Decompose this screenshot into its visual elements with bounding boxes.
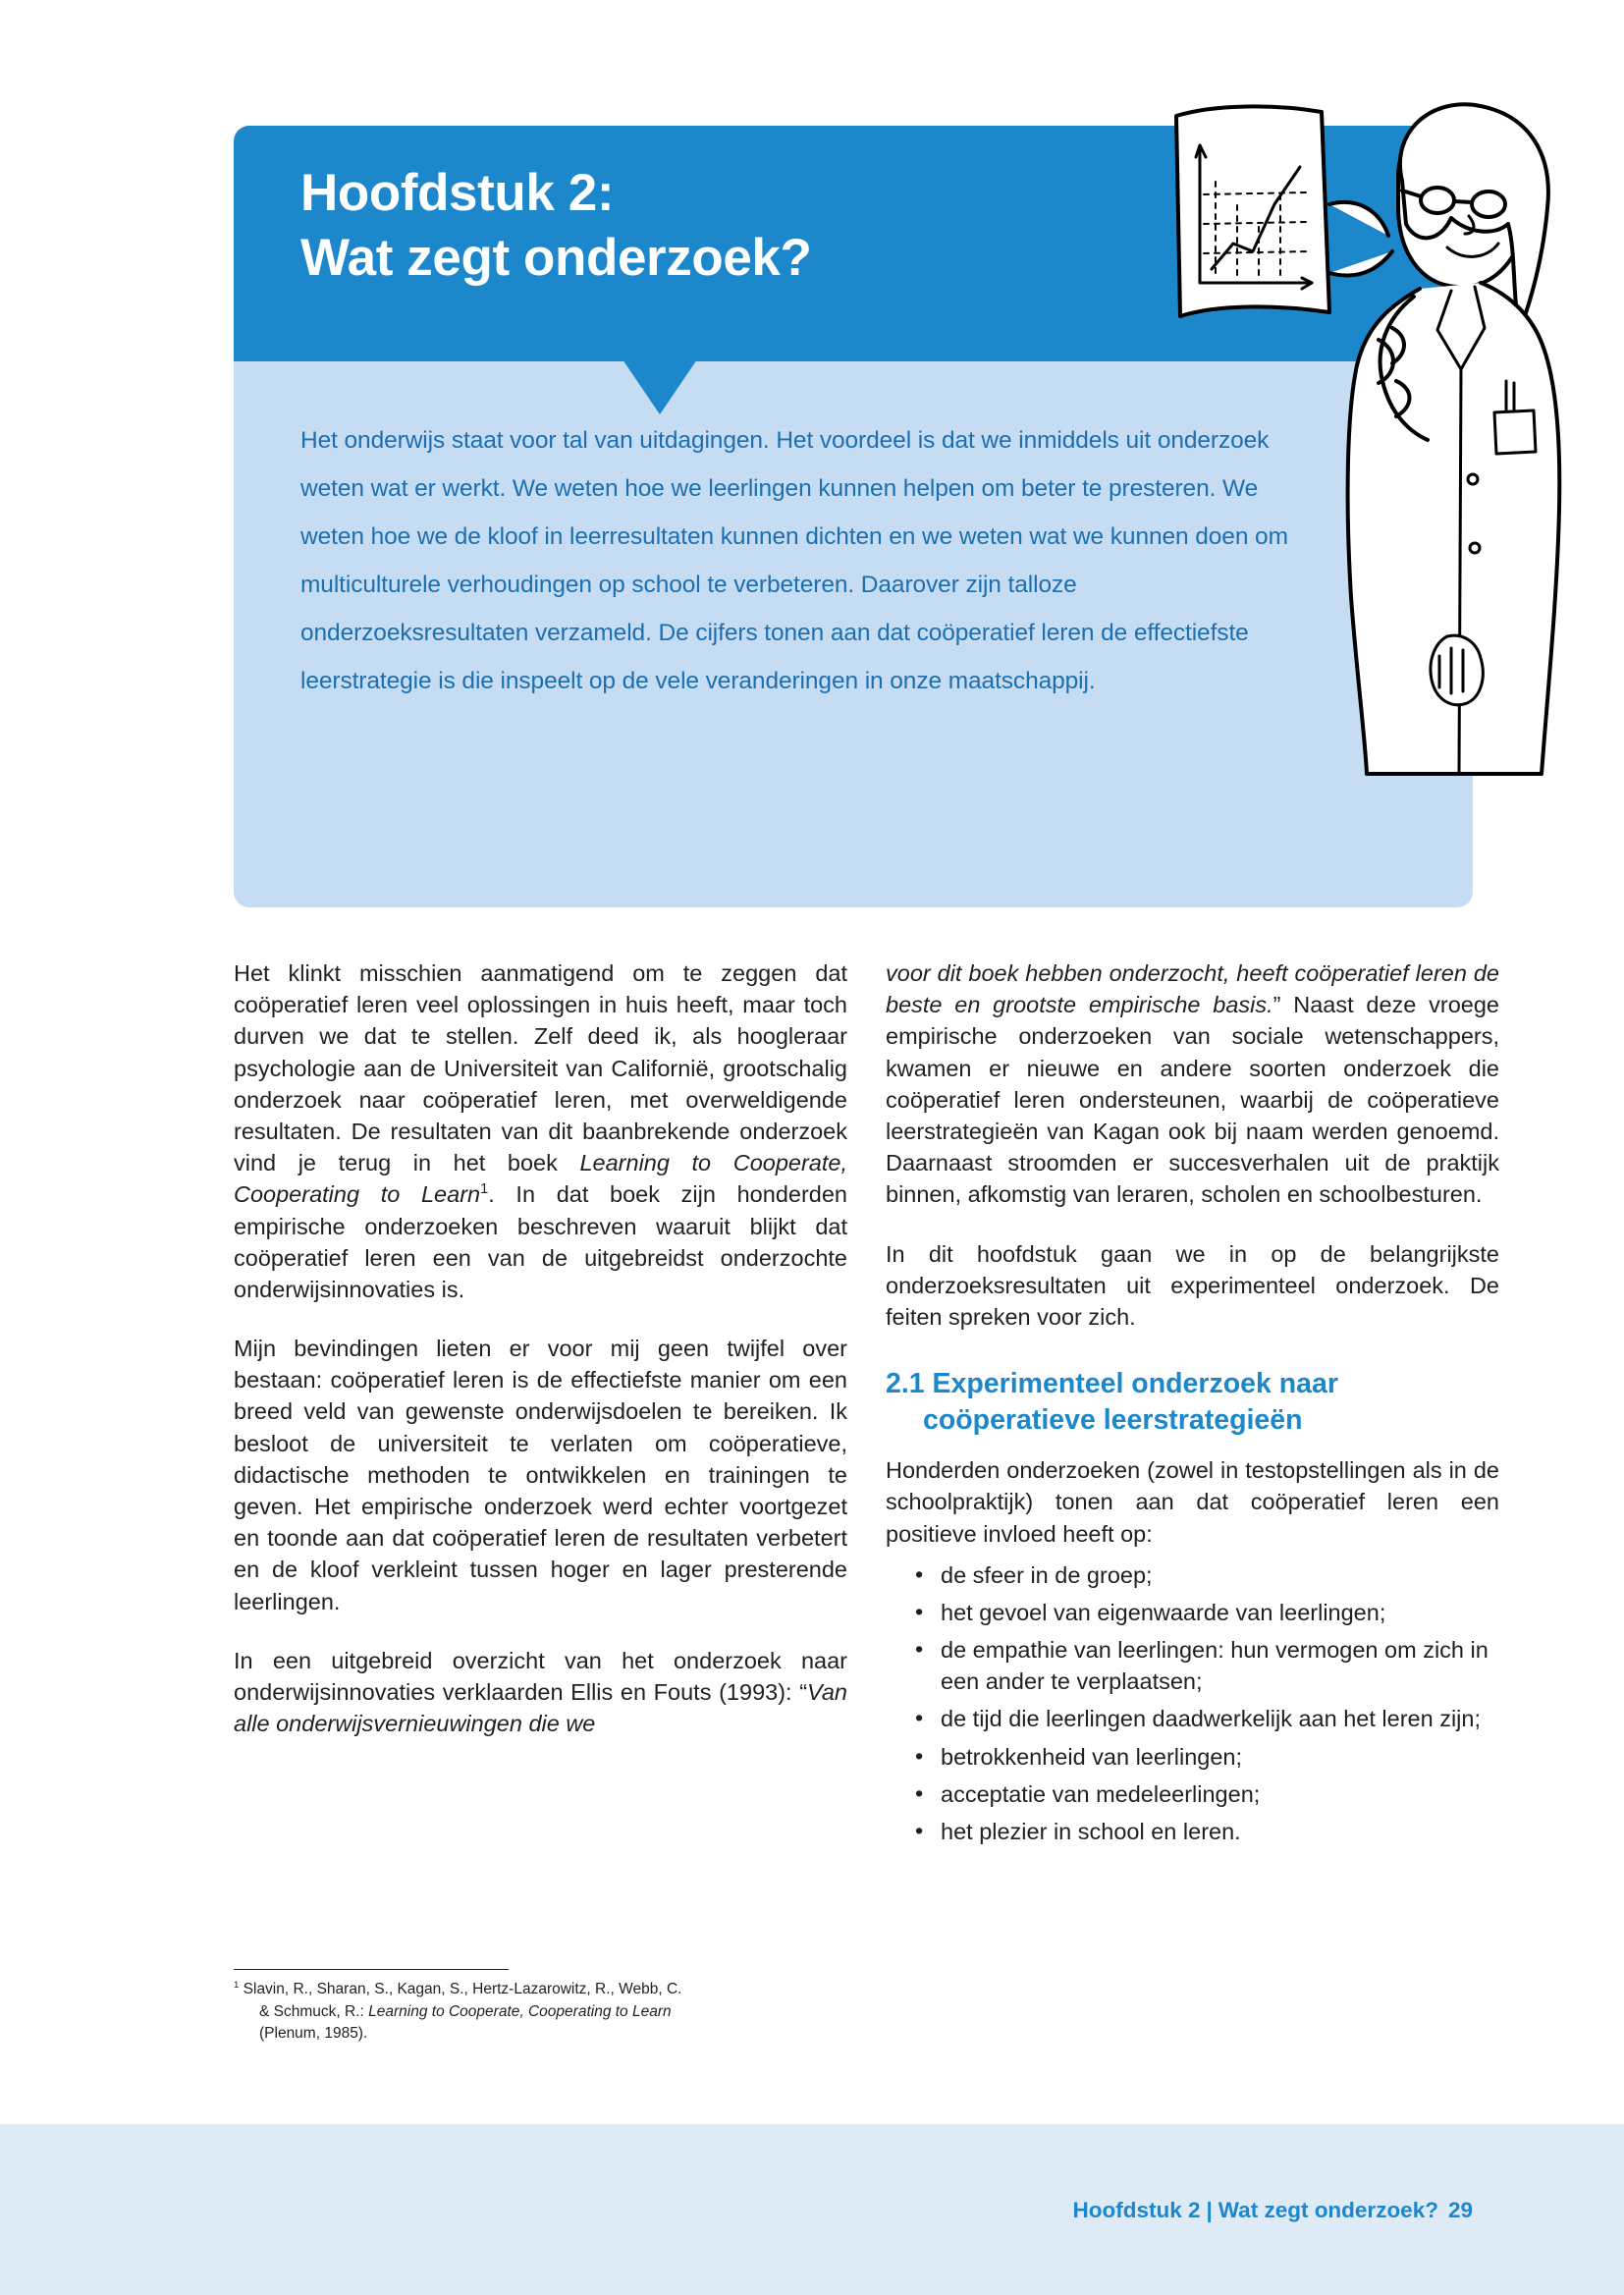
- footnote-line-1: [234, 1979, 847, 2001]
- chapter-label: Hoofdstuk 2:: [300, 164, 615, 222]
- paragraph-right-1-rest: ” Naast deze vroege empirische onderzoeken van sociale wetenschappers, kwamen er nieuwe en andere soorten onderzoek die coöperatief leren ondersteunen, waarbij de coöperatieve leerstrategieën van Kagan ook bij naam werden genoemd. Daarnaast stroomden er succesverhalen uit de praktijk binnen, afkomstig van leraren, scholen en schoolbesturen.: [886, 992, 1499, 1208]
- benefits-list: [886, 1559, 1499, 1848]
- footnote-line-2: [234, 2001, 847, 2023]
- footer-chapter: Hoofdstuk 2: [1072, 2198, 1201, 2222]
- paragraph-left-1-b: . In dat boek zijn honderden empirische onderzoeken beschreven waaruit blijkt dat coöperatief leren een van de uitgebreidst onderzochte onderwijsinnovaties is.: [234, 1181, 847, 1302]
- footnote-marker-ref: 1: [480, 1181, 489, 1198]
- list-item: • de empathie van leerlingen: hun vermogen om zich in een ander te verplaatsen;: [886, 1634, 1499, 1697]
- section-heading-2-1: [886, 1366, 1499, 1439]
- page-footer: [1072, 2198, 1473, 2223]
- footnote-rule: [234, 1969, 509, 1970]
- paragraph-left-2: Mijn bevindingen lieten er voor mij geen twijfel over bestaan: coöperatief leren is de effectiefste manier om een breed veld van gewenste onderwijsdoelen te bereiken. Ik besloot de universiteit te verlaten om coöperatieve, didactische methoden te ontwikkelen en trainingen te geven. Het empirische onderzoek werd echter voortgezet en toonde aan dat coöperatief leren de resultaten verbetert en de kloof verkleint tussen hoger en lager presterende leerlingen.: [234, 1336, 847, 1614]
- book-title-citation: Learning to Cooperate, Cooperating to Learn: [234, 1150, 847, 1208]
- list-item: • acceptatie van medeleerlingen;: [886, 1778, 1499, 1810]
- body-column-right: [886, 957, 1499, 1853]
- list-item: • het gevoel van eigenwaarde van leerlingen;: [886, 1597, 1499, 1628]
- footnote: [234, 1969, 847, 2046]
- chapter-hero: [234, 126, 1473, 907]
- paragraph-left-3-a: In een uitgebreid overzicht van het onderzoek naar onderwijsinnovaties verklaarden Ellis en Fouts (1993): “: [234, 1647, 847, 1705]
- footnote-line-3: (Plenum, 1985).: [259, 2025, 368, 2043]
- paragraph-right-3: Honderden onderzoeken (zowel in testopstellingen als in de schoolpraktijk) tonen aan dat coöperatief leren een positieve invloed heeft op:: [886, 1457, 1499, 1547]
- page-number: 29: [1447, 2198, 1473, 2222]
- paragraph-left-1: [234, 957, 847, 1305]
- chapter-intro-text: Het onderwijs staat voor tal van uitdagingen. Het voordeel is dat we inmiddels uit onderzoek weten wat er werkt. We weten hoe we leerlingen kunnen helpen om beter te presteren. We weten hoe we de kloof in leerresultaten kunnen dichten en we weten wat we kunnen doen om multiculturele verhoudingen op school te verbeteren. Daarover zijn talloze onderzoeksresultaten verzameld. De cijfers tonen aan dat coöperatief leren de effectiefste leerstrategie is die inspeelt op de vele veranderingen in onze maatschappij.: [300, 427, 1288, 694]
- footer-separator: |: [1206, 2198, 1213, 2222]
- list-item: • de sfeer in de groep;: [886, 1559, 1499, 1591]
- paragraph-left-3: [234, 1645, 847, 1740]
- footnote-book-title: Learning to Cooperate, Cooperating to Learn: [368, 2002, 672, 2020]
- section-heading-line-2: coöperatieve leerstrategieën: [923, 1404, 1303, 1437]
- footnote-authors: Slavin, R., Sharan, S., Kagan, S., Hertz-Lazarowitz, R., Webb, C.: [243, 1981, 682, 1998]
- body-column-left: [234, 957, 847, 1739]
- footnote-marker: 1: [234, 1980, 240, 1991]
- paragraph-left-1-a: Het klinkt misschien aanmatigend om te zeggen dat coöperatief leren veel oplossingen in huis heeft, maar toch durven we dat te stellen. Zelf deed ik, als hoogleraar psychologie aan de Universiteit van Californië, grootschalig onderzoek naar coöperatief leren, met overweldigende resultaten. De resultaten van dit baanbrekende onderzoek vind je terug in het boek: [234, 960, 847, 1176]
- page-title: [300, 161, 1047, 292]
- quote-text-end: voor dit boek hebben onderzocht, heeft coöperatief leren de beste en grootste empirische basis.: [886, 960, 1499, 1018]
- quote-text-start: Van alle onderwijsvernieuwingen die we: [234, 1678, 847, 1737]
- footer-title: Wat zegt onderzoek?: [1218, 2198, 1438, 2222]
- chapter-title: Wat zegt onderzoek?: [300, 229, 812, 288]
- footnote-authors-cont: & Schmuck, R.:: [259, 2002, 369, 2020]
- paragraph-right-1: [886, 957, 1499, 1211]
- list-item: • het plezier in school en leren.: [886, 1816, 1499, 1847]
- section-heading-line-1: 2.1 Experimenteel onderzoek naar: [886, 1368, 1338, 1400]
- paragraph-right-2: In dit hoofdstuk gaan we in op de belangrijkste onderzoeksresultaten uit experimenteel onderzoek. De feiten spreken voor zich.: [886, 1240, 1499, 1330]
- speech-bubble-tail: [623, 359, 697, 414]
- list-item: • betrokkenheid van leerlingen;: [886, 1741, 1499, 1773]
- scientist-with-chart-illustration: [1157, 86, 1579, 793]
- list-item: • de tijd die leerlingen daadwerkelijk aan het leren zijn;: [886, 1703, 1499, 1734]
